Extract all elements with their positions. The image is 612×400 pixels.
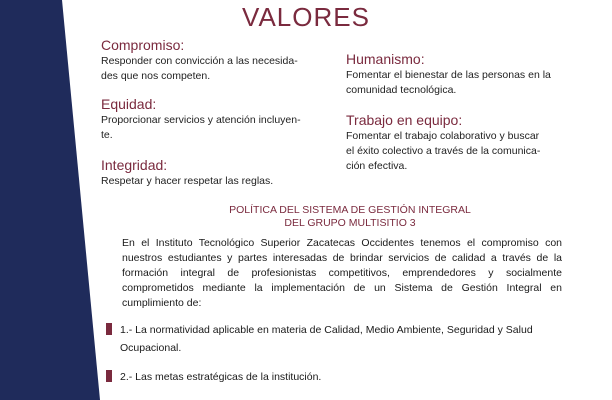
page-title: VALORES [242, 2, 370, 32]
value-compromiso [101, 37, 331, 84]
value-text: Responder con convicción a las necesida- des que nos competen. [101, 55, 298, 82]
value-humanismo [346, 51, 586, 98]
policy-item-text: 2.- Las metas estratégicas de la institución. [120, 371, 322, 383]
policy-title-line1: POLÍTICA DEL SISTEMA DE GESTIÓN INTEGRAL [229, 204, 471, 216]
policy-item [106, 321, 566, 357]
policy-title [200, 204, 500, 230]
square-bullet-icon [106, 323, 112, 335]
value-text: Fomentar el bienestar de las personas en la comunidad tecnológica. [346, 69, 551, 96]
policy-title-line2: DEL GRUPO MULTISITIO 3 [284, 217, 416, 229]
policy-item [106, 368, 566, 386]
square-bullet-icon [106, 370, 112, 382]
value-text: Proporcionar servicios y atención incluyen- te. [101, 114, 301, 141]
value-equidad [101, 96, 331, 143]
value-heading: Compromiso: [101, 37, 185, 53]
policy-body: En el Instituto Tecnológico Superior Zacatecas Occidentes tenemos el compromiso con nuestros estudiantes y partes interesadas de brindar servicios de calidad a través de la formación integral de profesionistas competitivos, emprendedores y socialmente comprometidos mediante la implementación de un Sistema de Gestión Integral en cumplimiento de: [122, 237, 562, 309]
policy-item-text: 1.- La normatividad aplicable en materia de Calidad, Medio Ambiente, Seguridad y Salud Ocupacional. [120, 324, 533, 354]
sidebar-decorative-band [0, 0, 100, 400]
value-integridad [101, 157, 331, 189]
value-heading: Trabajo en equipo: [346, 112, 463, 128]
value-text: Fomentar el trabajo colaborativo y buscar el éxito colectivo a través de la comunica- ción efectiva. [346, 130, 541, 172]
value-heading: Equidad: [101, 96, 157, 112]
value-heading: Integridad: [101, 157, 168, 173]
value-heading: Humanismo: [346, 51, 425, 67]
value-text: Respetar y hacer respetar las reglas. [101, 175, 274, 187]
value-trabajo-en-equipo [346, 112, 586, 174]
